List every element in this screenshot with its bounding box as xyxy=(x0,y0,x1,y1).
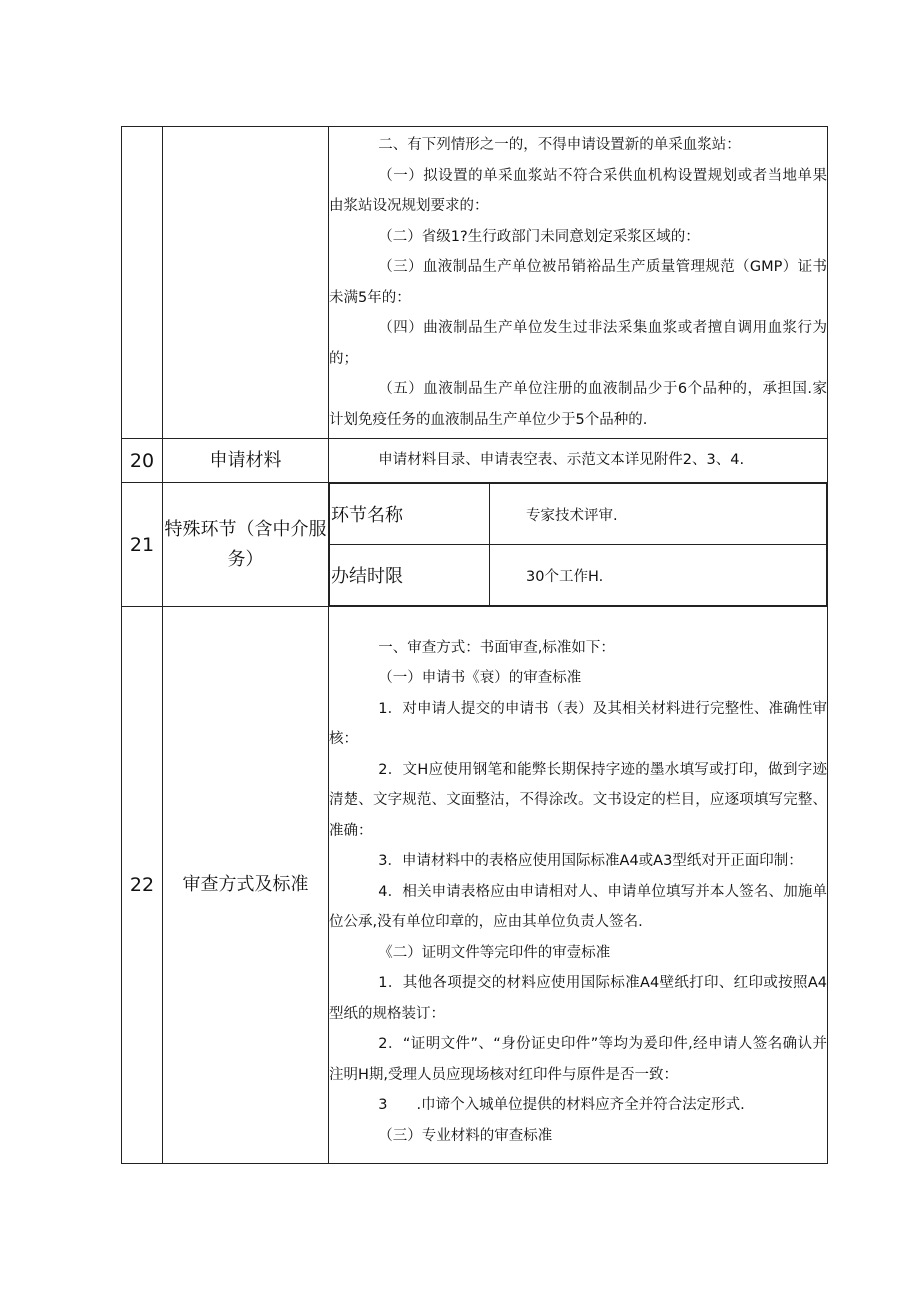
paragraph: （一）申请书《衰）的审查标准 xyxy=(378,670,582,687)
row-number-cell xyxy=(122,127,163,439)
sub-row xyxy=(330,545,827,606)
document-table xyxy=(121,126,828,1164)
row-content-cell xyxy=(329,607,828,1164)
table-row xyxy=(122,127,828,439)
paragraph: 二、有下列情形之一的，不得申请设置新的单采血浆站： xyxy=(378,137,741,153)
row-number: 20 xyxy=(122,439,163,483)
paragraph: 一、审查方式：书面审查,标准如下： xyxy=(378,639,615,656)
row-content-cell xyxy=(329,439,828,483)
paragraph: 3 .巾谛个入城单位提供的材料应齐全并符合法定形式. xyxy=(378,1097,745,1114)
sub-row xyxy=(330,484,827,545)
row-label: 特殊环节（含中介服务） xyxy=(163,483,329,607)
row-content-cell xyxy=(329,127,828,439)
paragraph: （三）血液制品生产单位被吊销裕品生产质量管理规范（GMP）证书未满5年的： xyxy=(329,259,827,306)
row-label: 申请材料 xyxy=(163,439,329,483)
paragraph: 2．“证明文件”、“身份证史印件”等均为爰印件,经申请人签名确认并注明H期,受理人员应现场核对红印件与原件是否一致： xyxy=(329,1036,827,1083)
row-label-cell xyxy=(163,127,329,439)
sub-value: 30个工作H. xyxy=(490,545,827,606)
paragraph: （四）曲液制品生产单位发生过非法采集血浆或者擅自调用血浆行为的； xyxy=(329,320,827,367)
row-label: 审查方式及标准 xyxy=(163,607,329,1164)
row-number: 22 xyxy=(122,607,163,1164)
paragraph: （三）专业材料的审查标准 xyxy=(378,1127,553,1144)
table-row xyxy=(122,607,828,1164)
paragraph: 2．文H应使用钢笔和能弊长期保持字迹的墨水填写或打印，做到字迹清楚、文字规范、文面整沽，不得涂改。文书设定的栏目，应逐项填写完整、准确： xyxy=(329,761,827,839)
paragraph: 4．相关申请表格应由申请相对人、申请单位填写并本人签名、加施单位公承,没有单位印章的，应由其单位负责人签名. xyxy=(329,883,827,931)
row-content-cell xyxy=(329,483,828,607)
paragraph: （二）省级1?生行政部门未同意划定采浆区域的： xyxy=(378,228,700,245)
paragraph: 1．对申请人提交的申请书（表）及其相关材料进行完整性、准确性审核： xyxy=(329,700,827,748)
paragraph: （五）血液制品生产单位注册的血液制品少于6个品种的，承担国.家计划免疫任务的血液制品生产单位少于5个品种的. xyxy=(329,381,827,428)
paragraph: 3．申请材料中的表格应使用国际标准A4或A3型纸对开正面印制： xyxy=(378,853,803,870)
row-number: 21 xyxy=(122,483,163,607)
sub-key: 办结时限 xyxy=(330,545,490,606)
paragraph: 申请材料目录、申请表空表、示范文本详见附件2、3、4. xyxy=(378,452,745,469)
paragraph: 1．其他各项提交的材料应使用国际标准A4壁纸打印、红印或按照A4型纸的规格装订： xyxy=(329,975,827,1022)
paragraph: （一）拟设置的单采血浆站不符合采供血机构设置规划或者当地单果由浆站设况规划要求的： xyxy=(329,167,827,214)
paragraph: 《二）证明文件等完印件的审壹标准 xyxy=(378,944,611,961)
table-row xyxy=(122,483,828,607)
table-row xyxy=(122,439,828,483)
sub-value: 专家技术评审. xyxy=(490,484,827,545)
sub-table xyxy=(329,483,827,606)
sub-key: 环节名称 xyxy=(330,484,490,545)
